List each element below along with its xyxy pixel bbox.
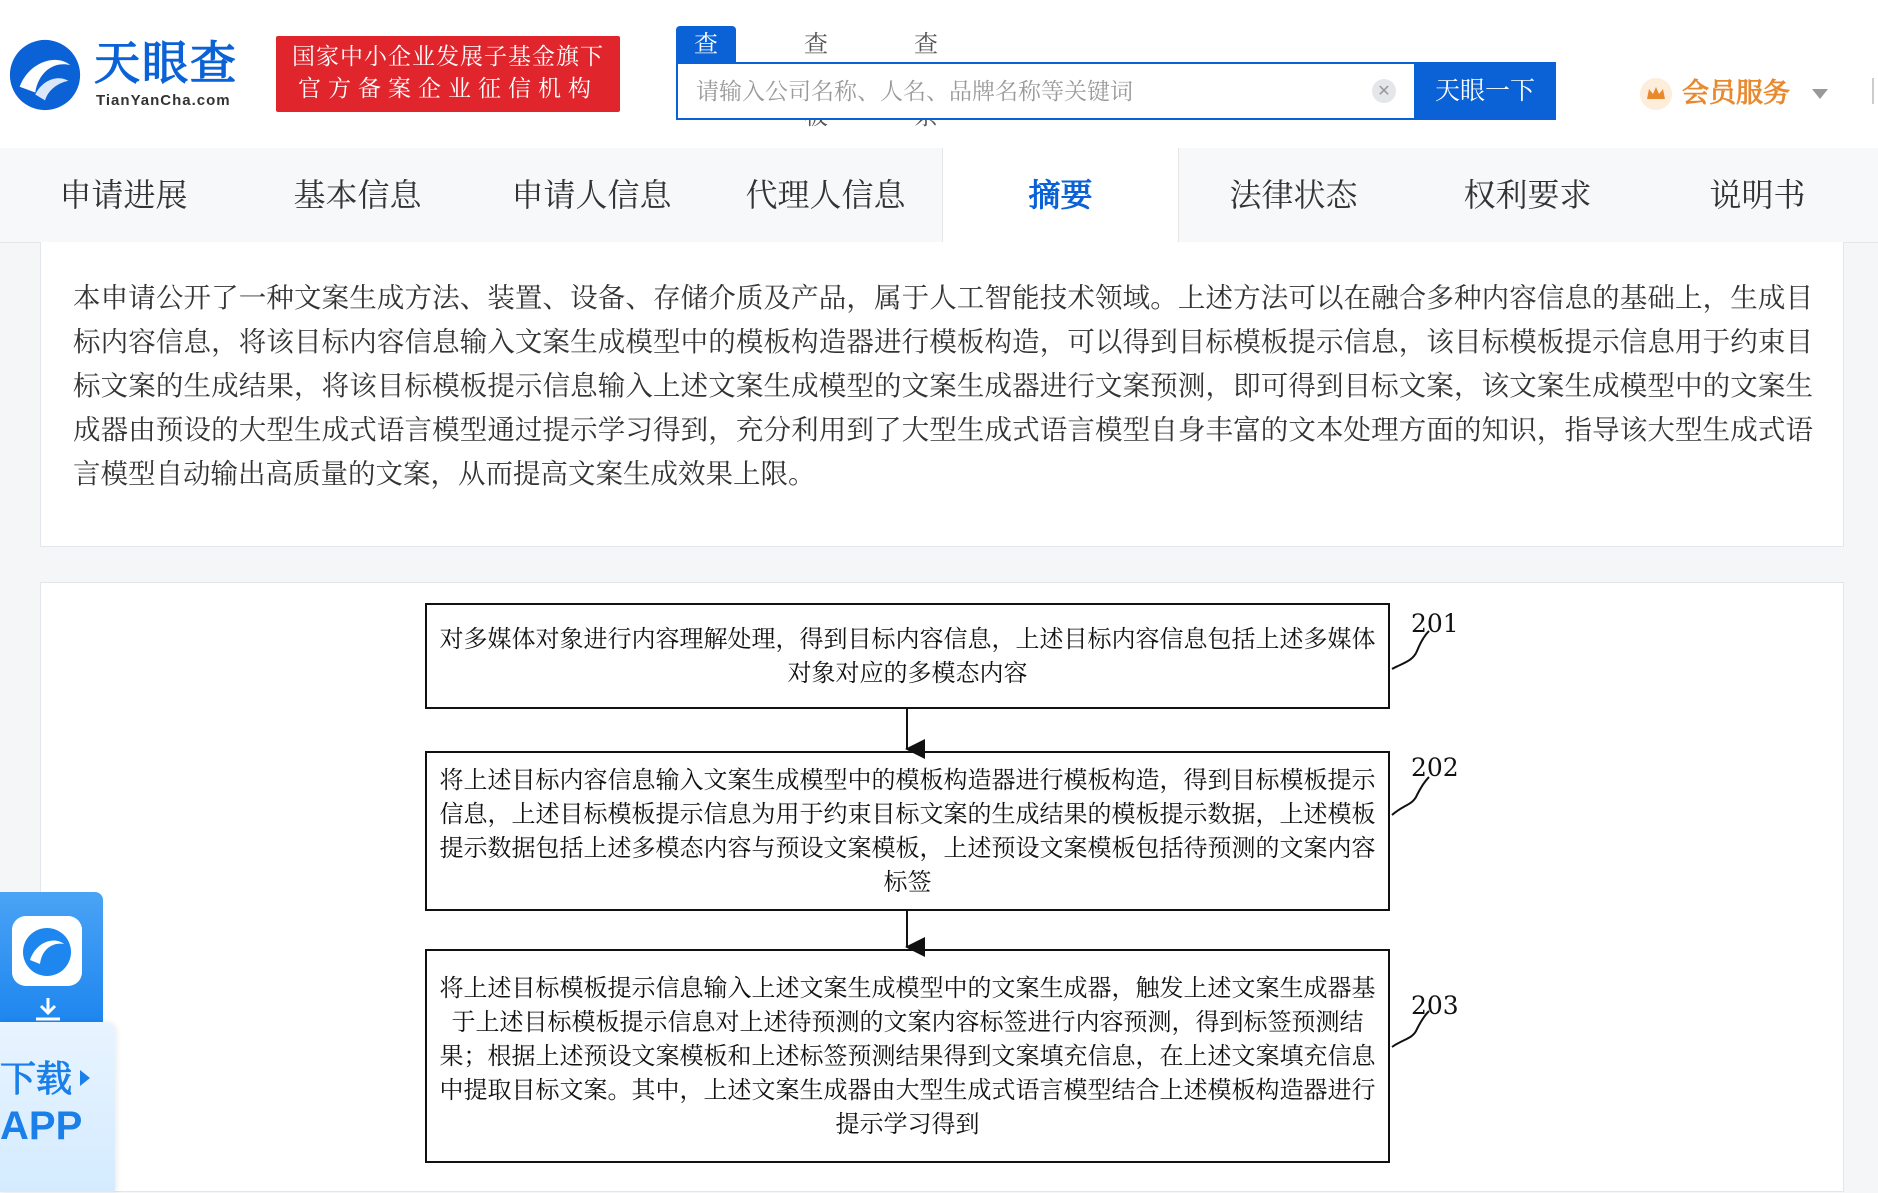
tab-abstract[interactable]: 摘要	[942, 148, 1179, 242]
play-arrow-icon	[80, 1070, 90, 1086]
flow-step-201-label: 201	[1411, 609, 1459, 638]
app-download-bottom	[0, 1022, 115, 1192]
section-tabs	[0, 148, 1878, 243]
search-tab-relation[interactable]: 查	[914, 30, 938, 58]
flow-step-203-label: 203	[1411, 991, 1459, 1020]
abstract-text: 本申请公开了一种文案生成方法、装置、设备、存储介质及产品，属于人工智能技术领域。上述方法可以在融合多种内容信息的基础上，生成目标内容信息，将该目标内容信息输入文案生成模型中的模板构造器进行模板构造，可以得到目标模板提示信息，该目标模板提示信息用于约束目标文案的生成结果，将该目标模板提示信息输入上述文案生成模型的文案生成器进行文案预测，即可得到目标文案，该文案生成模型中的文案生成器由预设的大型生成式语言模型通过提示学习得到，充分利用到了大型生成式语言模型自身丰富的文本处理方面的知识，指导该大型生成式语言模型自动输出高质量的文案，从而提高文案生成效果上限。	[73, 282, 1813, 490]
site-logo[interactable]	[6, 34, 258, 114]
flowchart-connectors	[41, 583, 1845, 1193]
search-bar	[676, 62, 1554, 120]
header-divider	[1872, 78, 1874, 104]
badge-line-2: 官方备案企业征信机构	[298, 76, 598, 102]
tab-agent-info[interactable]: 代理人信息	[745, 176, 906, 214]
flow-step-203-text: 将上述目标模板提示信息输入上述文案生成模型中的文案生成器，触发上述文案生成器基于上述目标模板提示信息对上述待预测的文案内容标签进行内容预测，得到标签预测结果；根据上述预设文案模板和上述标签预测结果得到文案填充信息，在上述文案填充信息中提取目标文案。其中，上述文案生成器由大型生成式语言模型结合上述模板构造器进行提示学习得到	[439, 974, 1376, 1138]
official-badge	[276, 36, 620, 112]
download-label: 下载	[0, 1059, 73, 1100]
tianyancha-logo-icon	[6, 36, 84, 114]
leader-202	[1392, 777, 1429, 815]
tab-applicant-info[interactable]: 申请人信息	[511, 176, 672, 214]
flow-step-202-text: 将上述目标内容信息输入文案生成模型中的模板构造器进行模板构造，得到目标模板提示信息，上述目标模板提示信息为用于约束目标文案的生成结果的模板提示数据，上述模板提示数据包括上述多模态内容与预设文案模板，上述预设文案模板包括待预测的文案内容标签	[439, 766, 1376, 896]
crown-icon	[1640, 78, 1672, 110]
logo-chinese-text: 天眼查	[94, 36, 238, 90]
flow-step-202-label: 202	[1411, 753, 1459, 782]
tab-legal-status[interactable]: 法律状态	[1229, 176, 1358, 214]
app-label: APP	[0, 1104, 83, 1148]
app-logo-icon	[12, 916, 82, 986]
abstract-card	[40, 242, 1844, 547]
abstract-drawing	[40, 582, 1844, 1192]
tab-claims[interactable]: 权利要求	[1463, 176, 1592, 214]
tab-basic-info[interactable]: 基本信息	[293, 176, 422, 214]
search-tab-boss[interactable]: 查	[804, 30, 828, 58]
app-download-top	[0, 892, 103, 1022]
member-service-label: 会员服务	[1682, 78, 1790, 109]
search-button[interactable]: 天眼一下	[1414, 62, 1556, 120]
badge-line-1: 国家中小企业发展子基金旗下	[292, 44, 604, 70]
search-tab-company[interactable]: 查	[676, 26, 736, 62]
app-download-widget[interactable]	[0, 892, 103, 1192]
chevron-down-icon	[1812, 89, 1828, 99]
top-header	[0, 0, 1878, 149]
tab-application-progress[interactable]: 申请进展	[59, 176, 188, 214]
clear-icon[interactable]: ✕	[1372, 79, 1396, 103]
leader-203	[1392, 1011, 1429, 1047]
search-input[interactable]	[694, 64, 1358, 120]
download-icon	[28, 996, 68, 1022]
logo-english-text: TianYanCha.com	[96, 92, 231, 109]
tab-description[interactable]: 说明书	[1709, 176, 1806, 214]
leader-201	[1392, 631, 1429, 669]
flow-step-201-text: 对多媒体对象进行内容理解处理，得到目标内容信息，上述目标内容信息包括上述多媒体对象对应的多模态内容	[439, 625, 1376, 687]
